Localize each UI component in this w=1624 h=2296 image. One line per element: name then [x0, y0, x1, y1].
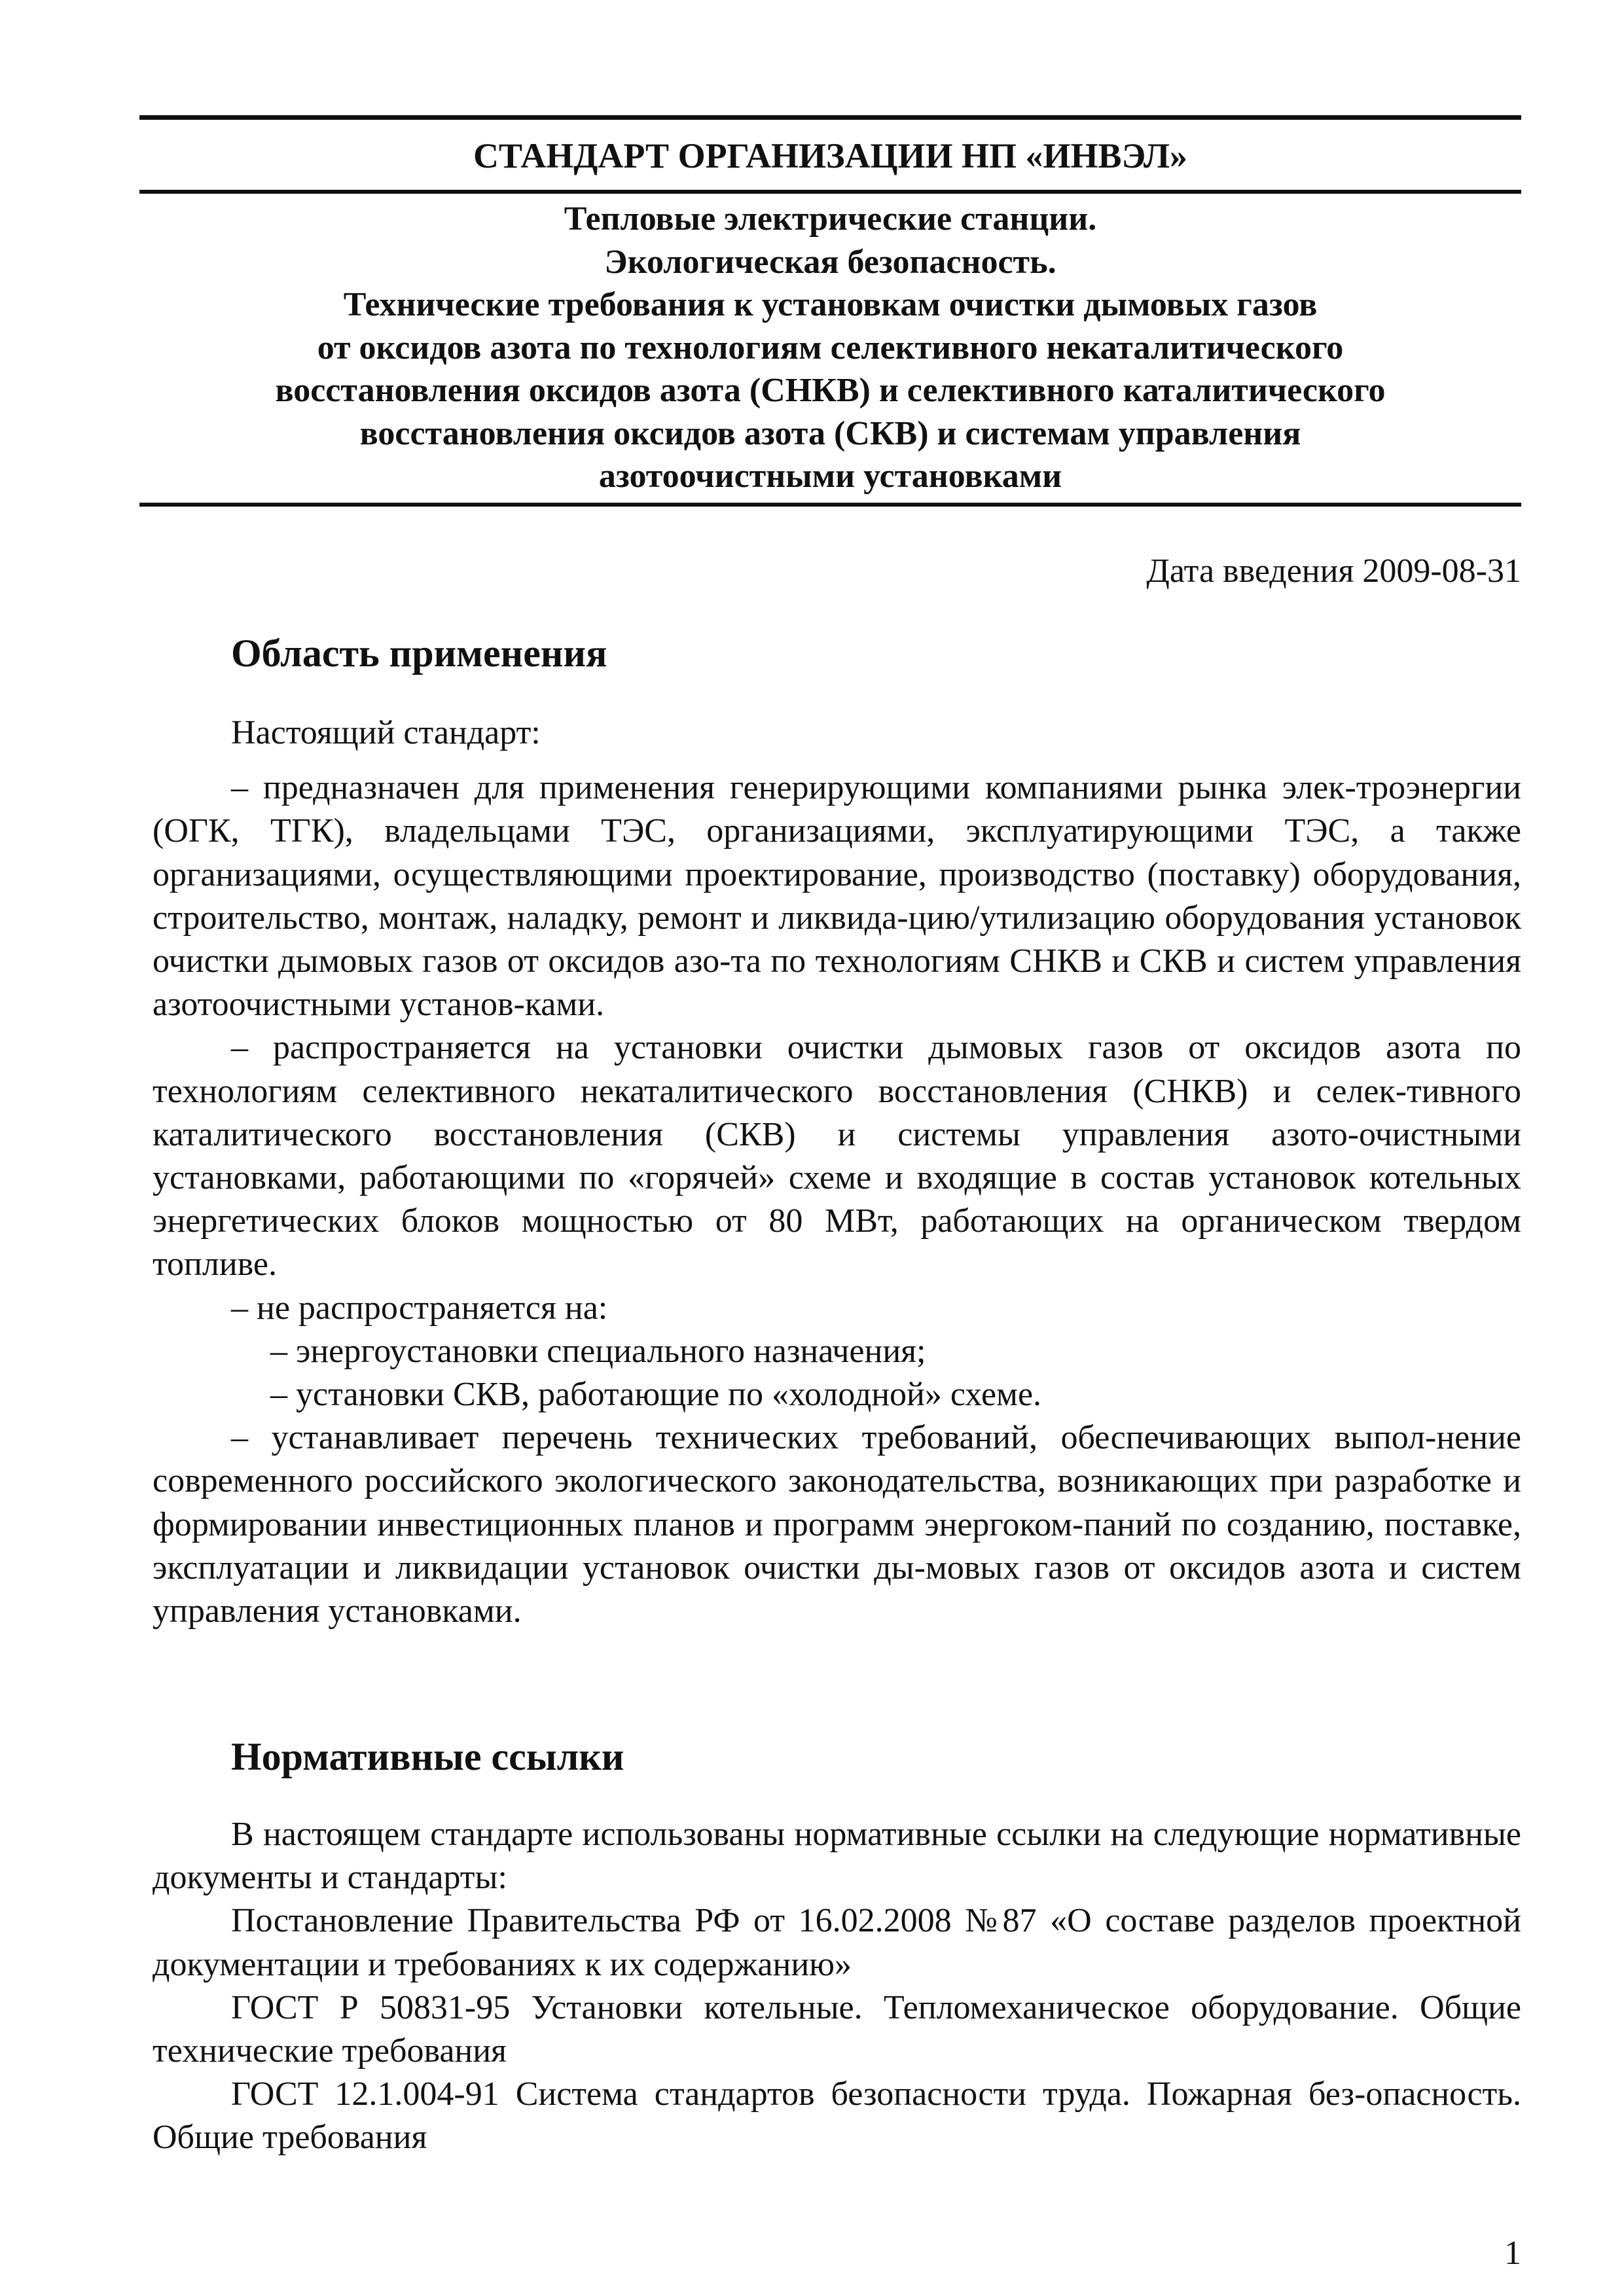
references-section-body — [153, 1813, 1521, 2160]
scope-section-body — [153, 711, 1521, 1633]
standard-title-line: Технические требования к установкам очистки дымовых газов — [343, 286, 1318, 323]
scope-item: – распространяется на установки очистки дымовых газов от оксидов азота по технологиям селективного некаталитического восстановления (СНКВ) и селек-тивного каталитического восстановления (СКВ) и системы управления азото-очистными установками, работающими по «горячей» схеме и входящие в состав установок котельных энергетических блоков мощностью от 80 МВт, работающих на органическом твердом топливе. — [153, 1029, 1521, 1283]
scope-subitem: – энергоустановки специального назначения; — [270, 1332, 926, 1370]
standard-title-line: восстановления оксидов азота (СНКВ) и селективного каталитического — [275, 372, 1386, 409]
scope-item: – предназначен для применения генерирующими компаниями рынка элек-троэнергии (ОГК, ТГК), владельцами ТЭС, организациями, эксплуатирующими ТЭС, а также организациями, осуществляющими проектирование, производство (поставку) оборудования, строительство, монтаж, наладку, ремонт и ликвида-цию/утилизацию оборудования установок очистки дымовых газов от оксидов азо-та по технологиям СНКВ и СКВ и систем управления азотоочистными установ-ками. — [153, 769, 1521, 1024]
scope-item: – устанавливает перечень технических требований, обеспечивающих выпол-нение современного российского экологического законодательства, возникающих при разработке и формировании инвестиционных планов и программ энергоком-паний по созданию, поставке, эксплуатации и ликвидации установок очистки ды-мовых газов от оксидов азота и систем управления установками. — [153, 1419, 1521, 1630]
header-middle-rule — [139, 190, 1521, 194]
scope-item: – не распространяется на: — [231, 1289, 608, 1327]
organization-title: СТАНДАРТ ОРГАНИЗАЦИИ НП «ИНВЭЛ» — [473, 136, 1188, 175]
standard-title-line: от оксидов азота по технологиям селективного некаталитического — [317, 329, 1344, 367]
standard-title-line: Экологическая безопасность. — [604, 243, 1056, 281]
scope-lead: Настоящий стандарт: — [231, 714, 541, 751]
reference-item: Постановление Правительства РФ от 16.02.2008 №87 «О составе разделов проектной документации и требованиях к их содержанию» — [153, 1902, 1521, 1983]
standard-title-line: восстановления оксидов азота (СКВ) и системам управления — [359, 414, 1301, 452]
header-bottom-rule — [139, 503, 1521, 507]
reference-item: ГОСТ 12.1.004-91 Система стандартов безопасности труда. Пожарная без-опасность. Общие требования — [153, 2075, 1521, 2157]
header-top-rule — [139, 115, 1521, 120]
scope-subitem: – установки СКВ, работающие по «холодной» схеме. — [270, 1376, 1042, 1414]
references-intro: В настоящем стандарте использованы нормативные ссылки на следующие нормативные документы и стандарты: — [153, 1816, 1521, 1897]
standard-title-line: азотоочистными установками — [598, 457, 1062, 495]
standard-title — [139, 198, 1521, 498]
section-heading-scope: Область применения — [231, 632, 607, 675]
introduction-date: Дата введения 2009-08-31 — [1146, 552, 1521, 590]
standard-title-line: Тепловые электрические станции. — [564, 200, 1097, 238]
reference-item: ГОСТ Р 50831-95 Установки котельные. Тепломеханическое оборудование. Общие технические требования — [153, 1988, 1521, 2070]
section-heading-references: Нормативные ссылки — [231, 1735, 624, 1778]
page-number: 1 — [1504, 2234, 1521, 2272]
